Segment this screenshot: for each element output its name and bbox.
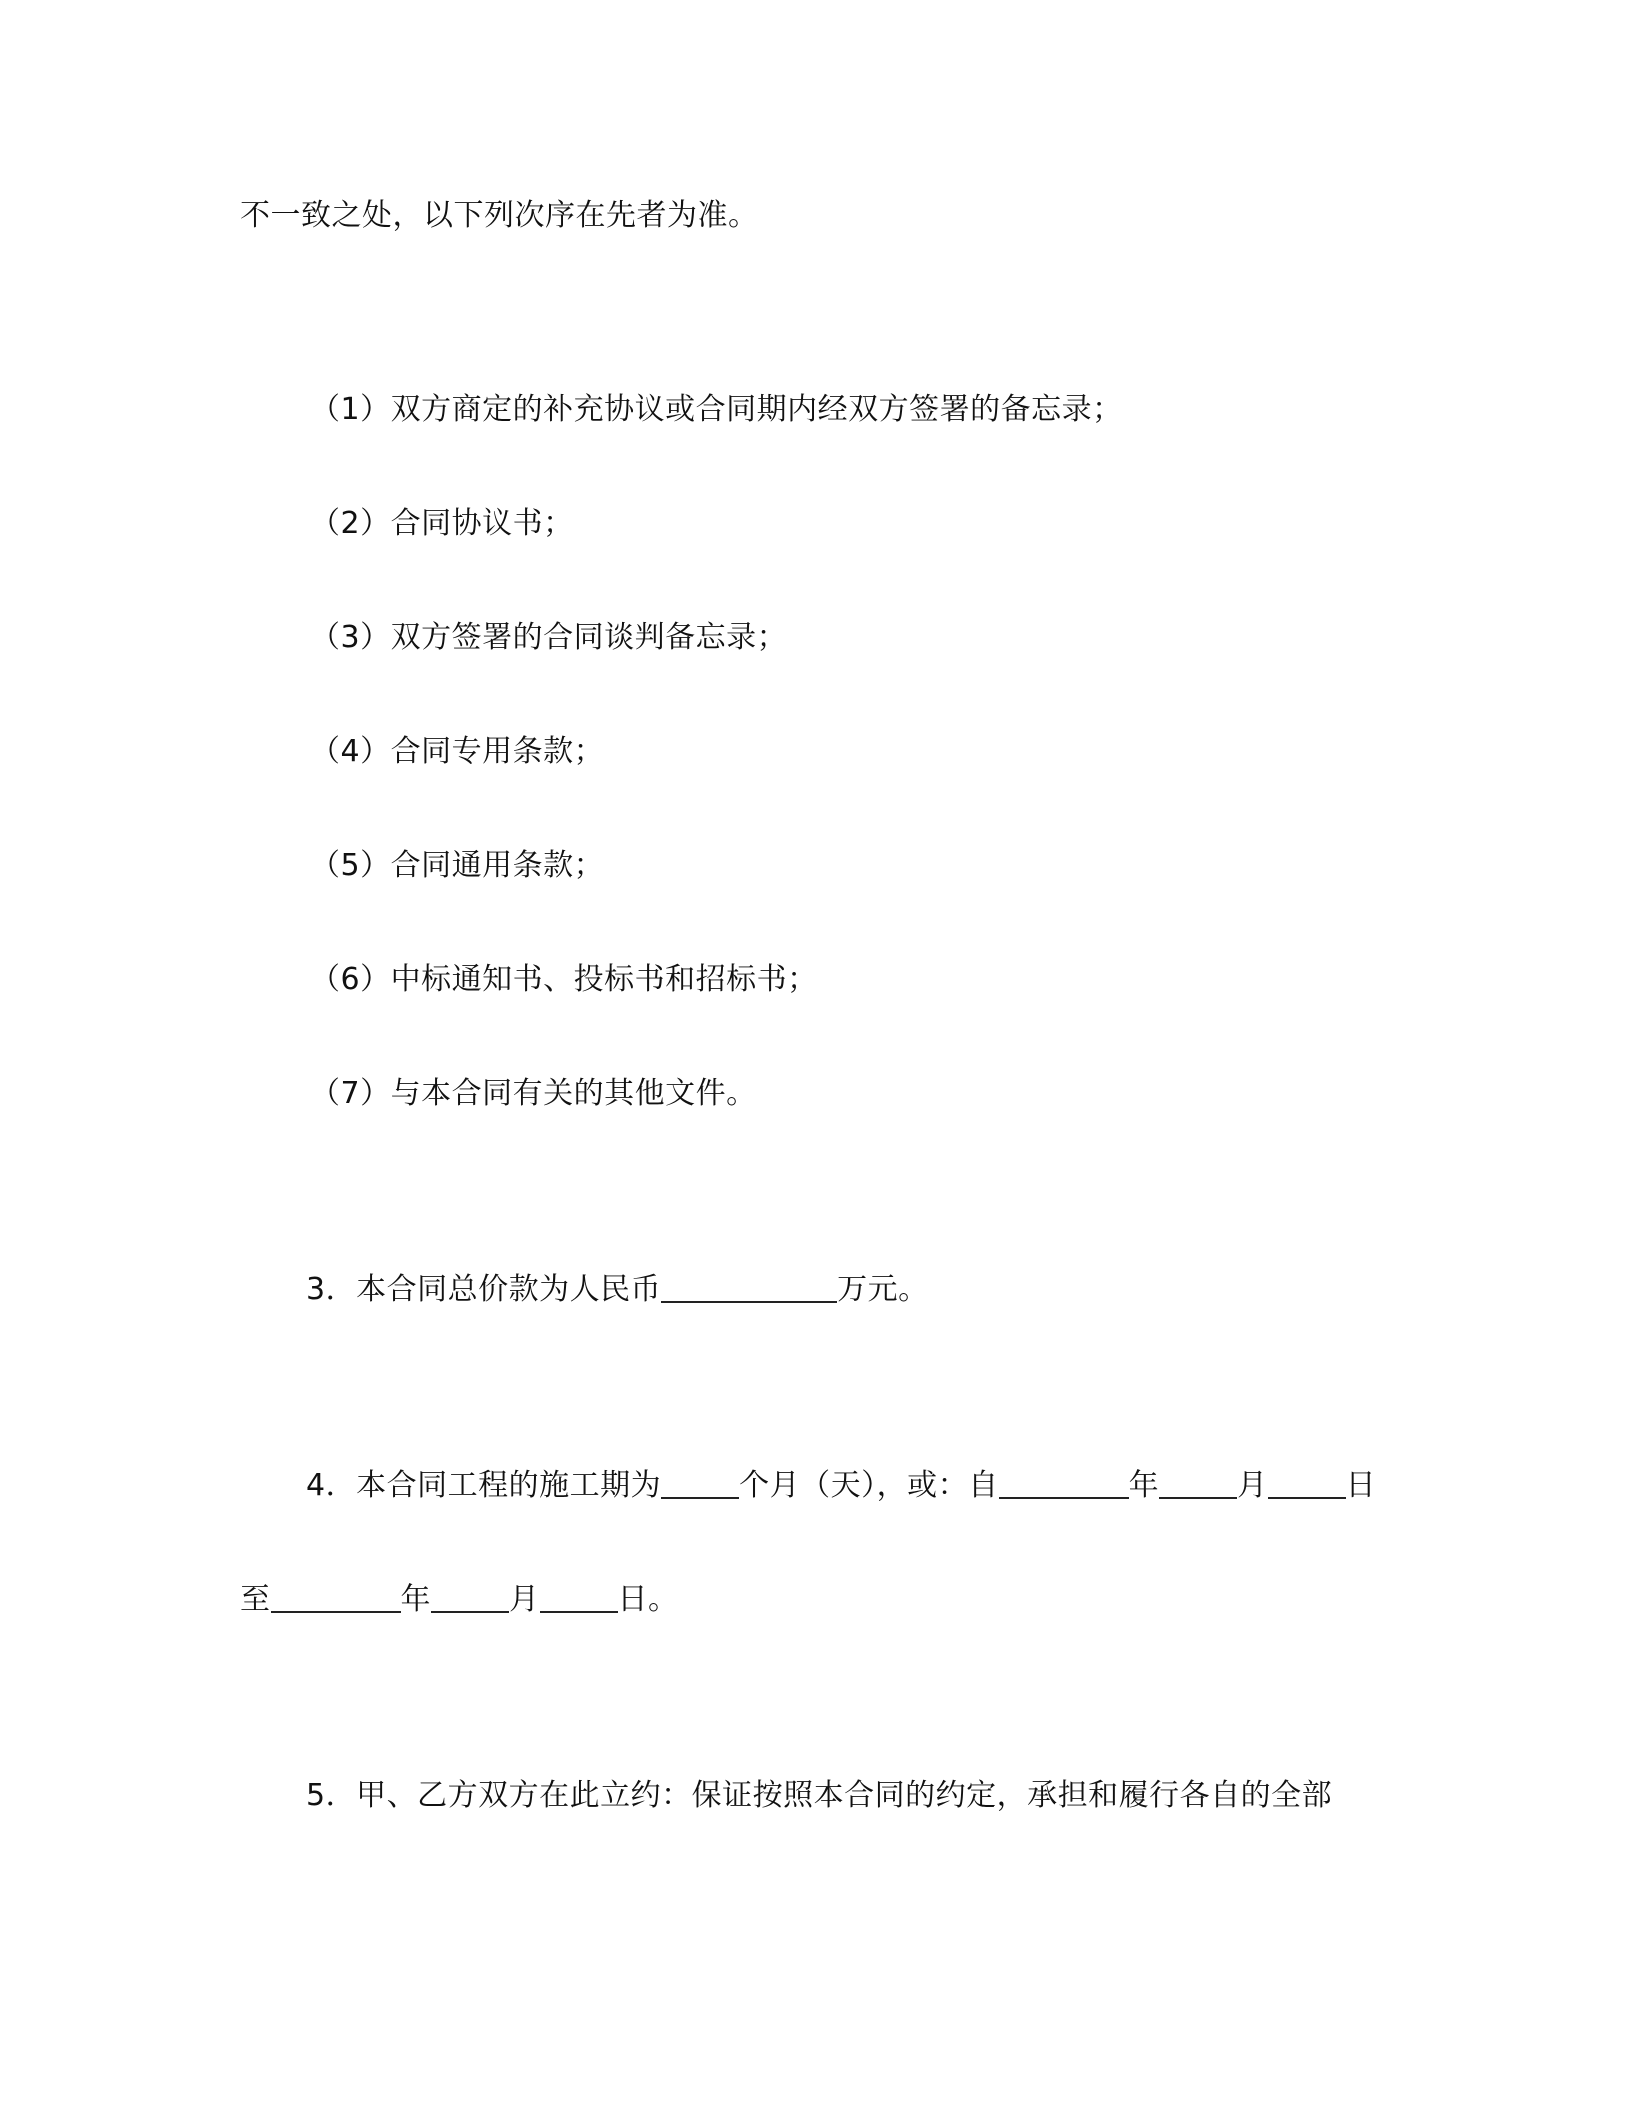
list-item-3: （3）双方签署的合同谈判备忘录； [310,620,788,655]
duration-blank [661,1467,739,1499]
intro-line: 不一致之处，以下列次序在先者为准。 [240,198,759,233]
list-item-2: （2）合同协议书； [310,506,574,541]
end-day-label: 日。 [617,1582,679,1617]
list-item-7: （7）与本合同有关的其他文件。 [310,1076,757,1111]
end-month-blank [431,1581,509,1613]
start-month-label: 月 [1237,1468,1268,1503]
clause-4-line-1 [306,1466,1376,1506]
clause-3 [306,1270,929,1310]
end-year-label: 年 [400,1582,431,1617]
start-month-blank [1159,1467,1237,1499]
end-year-blank [271,1581,401,1613]
start-year-label: 年 [1128,1468,1160,1503]
end-month-label: 月 [509,1582,540,1617]
list-item-5: （5）合同通用条款； [310,848,605,883]
clause-4-months-label: 个月（天），或：自 [739,1468,999,1503]
end-day-blank [540,1581,618,1613]
list-item-1: （1）双方商定的补充协议或合同期内经双方签署的备忘录； [310,392,1123,427]
start-year-blank [999,1467,1129,1499]
list-item-6: （6）中标通知书、投标书和招标书； [310,962,818,997]
clause-5: 5．甲、乙方双方在此立约：保证按照本合同的约定，承担和履行各自的全部 [306,1778,1333,1813]
to-label: 至 [240,1582,271,1617]
clause-4-prefix: 4．本合同工程的施工期为 [306,1468,662,1503]
start-day-label: 日 [1345,1468,1377,1503]
clause-3-prefix: 3．本合同总价款为人民币 [306,1272,662,1307]
clause-3-suffix: 万元。 [837,1272,929,1307]
start-day-blank [1268,1467,1346,1499]
clause-4-line-2 [240,1580,679,1620]
total-price-blank [661,1271,837,1303]
list-item-4: （4）合同专用条款； [310,734,605,769]
